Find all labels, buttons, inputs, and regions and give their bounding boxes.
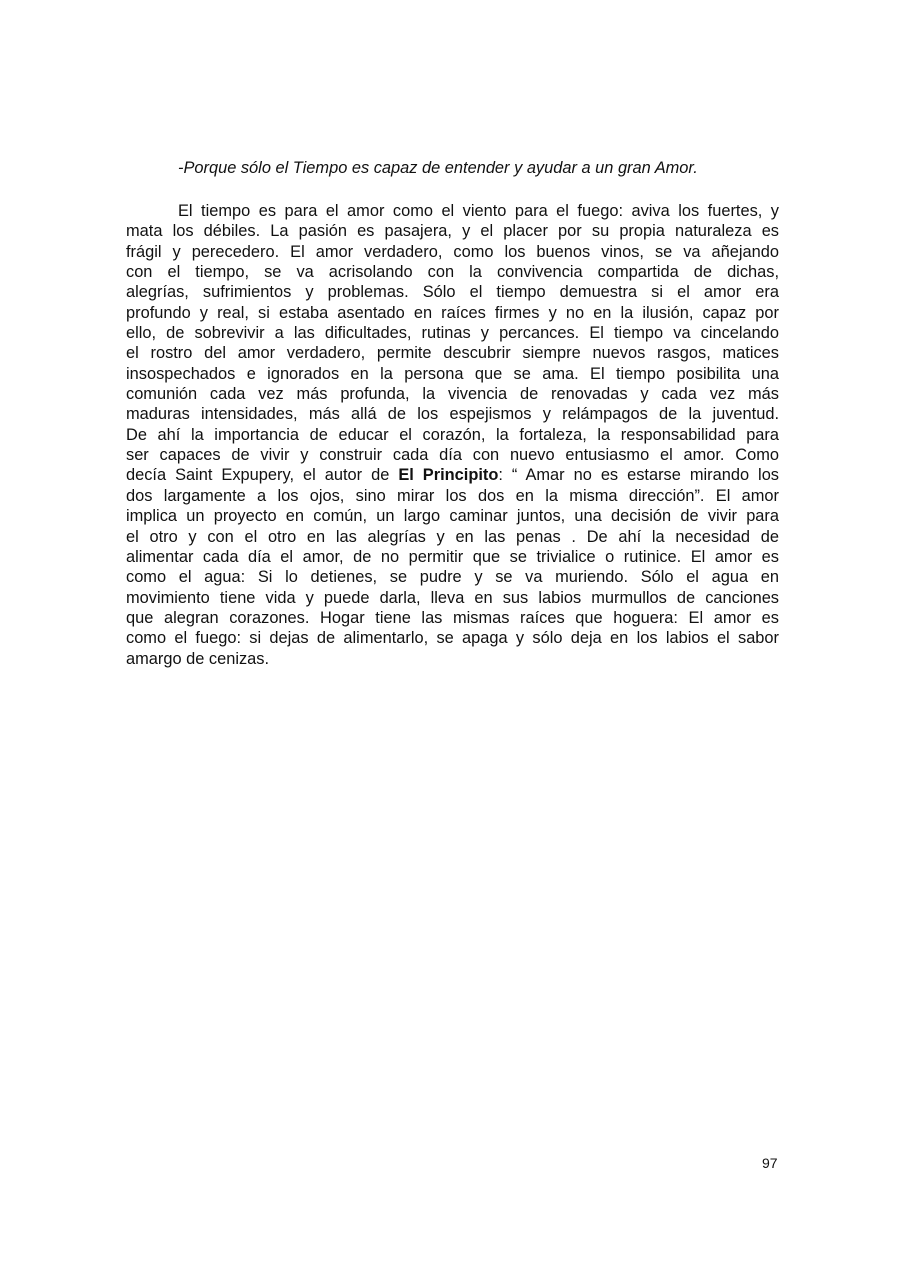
italic-quote: -Porque sólo el Tiempo es capaz de entender y ayudar a un gran Amor.: [178, 159, 698, 177]
line-text: decía Saint Expupery, el autor de: [126, 466, 399, 485]
paragraph-line: frágil y perecedero. El amor verdadero, como los buenos vinos, se va añejando: [126, 242, 779, 261]
paragraph-line: con el tiempo, se va acrisolando con la convivencia compartida de dichas,: [126, 263, 779, 282]
paragraph-line: alegrías, sufrimientos y problemas. Sólo el tiempo demuestra si el amor era: [126, 283, 779, 302]
paragraph-line: maduras intensidades, más allá de los espejismos y relámpagos de la juventud.: [126, 405, 779, 424]
book-title: El Principito: [398, 466, 499, 485]
paragraph-line: comunión cada vez más profunda, la vivencia de renovadas y cada vez más: [126, 385, 779, 404]
paragraph-line: profundo y real, si estaba asentado en raíces firmes y no en la ilusión, capaz por: [126, 303, 779, 322]
paragraph-line: De ahí la importancia de educar el corazón, la fortaleza, la responsabilidad para: [126, 425, 779, 444]
paragraph-line: ello, de sobrevivir a las dificultades, rutinas y percances. El tiempo va cincelando: [126, 324, 779, 343]
page-number: 97: [762, 1155, 778, 1171]
paragraph-line: dos largamente a los ojos, sino mirar los dos en la misma dirección”. El amor: [126, 486, 779, 505]
line-text: : “ Amar no es estarse mirando los: [498, 466, 780, 485]
paragraph-line-with-title: [126, 465, 779, 485]
paragraph-line: El tiempo es para el amor como el viento para el fuego: aviva los fuertes, y: [178, 202, 779, 220]
body-paragraph: [126, 201, 779, 669]
paragraph-line: amargo de cenizas.: [126, 649, 270, 668]
paragraph-line: ser capaces de vivir y construir cada día con nuevo entusiasmo el amor. Como: [126, 446, 779, 465]
paragraph-line: como el fuego: si dejas de alimentarlo, se apaga y sólo deja en los labios el sabor: [126, 629, 779, 648]
paragraph-line: implica un proyecto en común, un largo caminar juntos, una decisión de vivir para: [126, 507, 779, 526]
paragraph-line: el rostro del amor verdadero, permite descubrir siempre nuevos rasgos, matices: [126, 344, 779, 363]
paragraph-line: que alegran corazones. Hogar tiene las mismas raíces que hoguera: El amor es: [126, 608, 779, 627]
paragraph-line: movimiento tiene vida y puede darla, lleva en sus labios murmullos de canciones: [126, 588, 779, 607]
paragraph-line: mata los débiles. La pasión es pasajera, y el placer por su propia naturaleza es: [126, 222, 779, 241]
paragraph-line: insospechados e ignorados en la persona que se ama. El tiempo posibilita una: [126, 364, 779, 383]
paragraph-line: como el agua: Si lo detienes, se pudre y se va muriendo. Sólo el agua en: [126, 568, 779, 587]
paragraph-line: alimentar cada día el amor, de no permitir que se trivialice o rutinice. El amor es: [126, 547, 779, 566]
paragraph-line: el otro y con el otro en las alegrías y en las penas . De ahí la necesidad de: [126, 527, 779, 546]
